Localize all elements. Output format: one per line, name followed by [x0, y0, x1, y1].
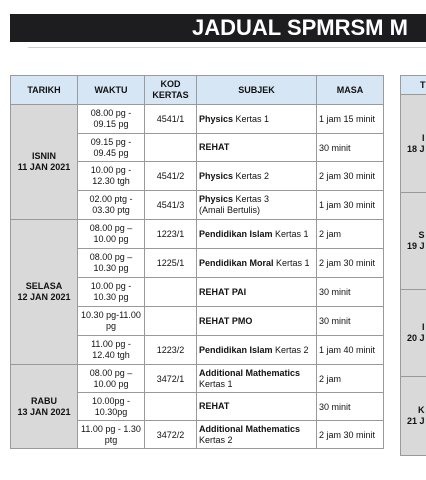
time-cell: 10.00pg - 10.30pg	[78, 393, 145, 421]
duration-cell: 2 jam	[317, 220, 384, 249]
subject-cell	[197, 249, 317, 278]
subject-cell	[197, 278, 317, 307]
day-name: SELASA	[25, 281, 63, 291]
day-date: 11 JAN 2021	[17, 162, 71, 172]
side-day-date: 20 J	[406, 333, 425, 343]
paper-code-cell: 3472/1	[145, 365, 197, 393]
subject-name: Additional Mathematics	[199, 423, 301, 434]
table-header-row	[11, 76, 384, 105]
table-row	[11, 105, 384, 134]
duration-cell: 1 jam 40 minit	[317, 336, 384, 365]
side-day-cell	[401, 290, 426, 377]
subject-name: Pendidikan Moral	[199, 257, 274, 268]
subject-paper: Kertas 2	[233, 170, 270, 181]
exam-schedule-table	[10, 75, 384, 449]
subject-name: REHAT PAI	[199, 286, 247, 297]
paper-code-cell	[145, 393, 197, 421]
side-table-body	[401, 95, 426, 456]
subject-paper: Kertas 1	[272, 228, 309, 239]
subject-name: Additional Mathematics	[199, 367, 301, 378]
side-day-date: 19 J	[406, 241, 425, 251]
subject-cell	[197, 421, 317, 449]
subject-name: REHAT	[199, 401, 230, 411]
side-day-cell	[401, 95, 426, 193]
paper-code-cell: 3472/2	[145, 421, 197, 449]
time-cell: 08.00 pg - 09.15 pg	[78, 105, 145, 134]
subject-cell	[197, 191, 317, 220]
header-waktu: WAKTU	[78, 76, 145, 105]
time-cell: 08.00 pg – 10.00 pg	[78, 220, 145, 249]
day-cell	[11, 220, 78, 365]
side-day-date: 18 J	[406, 143, 425, 154]
next-week-table	[400, 75, 426, 456]
subject-paper: Kertas 1	[233, 113, 270, 124]
side-header: T	[401, 76, 426, 95]
subject-name: REHAT	[199, 142, 230, 152]
side-day-name: S	[418, 230, 425, 240]
side-day-name: K	[418, 405, 425, 415]
header-kod-kertas	[145, 76, 197, 105]
paper-code-cell	[145, 134, 197, 162]
header-masa: MASA	[317, 76, 384, 105]
side-day-name: I	[421, 132, 425, 143]
time-cell: 10.00 pg - 10.30 pg	[78, 278, 145, 307]
subject-note: Kertas 1	[199, 378, 233, 389]
paper-code-cell: 4541/2	[145, 162, 197, 191]
divider	[28, 47, 426, 48]
paper-code-cell: 1223/1	[145, 220, 197, 249]
time-cell: 11.00 pg - 1.30 ptg	[78, 421, 145, 449]
time-cell: 10.00 pg - 12.30 tgh	[78, 162, 145, 191]
table-row	[11, 220, 384, 249]
paper-code-cell	[145, 278, 197, 307]
duration-cell: 2 jam 30 minit	[317, 249, 384, 278]
day-date: 13 JAN 2021	[17, 406, 71, 417]
side-day-row	[401, 193, 426, 290]
header-kod-line2: KERTAS	[152, 90, 189, 100]
subject-note: Kertas 2	[199, 434, 233, 445]
subject-name: Physics	[199, 113, 234, 124]
subject-cell	[197, 162, 317, 191]
header-tarikh: TARIKH	[11, 76, 78, 105]
time-cell: 10.30 pg-11.00 pg	[78, 307, 145, 336]
side-day-row	[401, 290, 426, 377]
table-body	[11, 105, 384, 449]
duration-cell: 30 minit	[317, 278, 384, 307]
subject-cell	[197, 336, 317, 365]
time-cell: 08.00 pg – 10.30 pg	[78, 249, 145, 278]
subject-cell	[197, 307, 317, 336]
subject-name: Pendidikan Islam	[199, 344, 273, 355]
subject-cell	[197, 134, 317, 162]
day-cell	[11, 105, 78, 220]
duration-cell: 2 jam	[317, 365, 384, 393]
subject-name: Pendidikan Islam	[199, 228, 273, 239]
subject-note: (Amali Bertulis)	[199, 205, 261, 215]
duration-cell: 2 jam 30 minit	[317, 421, 384, 449]
duration-cell: 30 minit	[317, 134, 384, 162]
duration-cell: 1 jam 30 minit	[317, 191, 384, 220]
time-cell: 09.15 pg - 09.45 pg	[78, 134, 145, 162]
subject-paper: Kertas 2	[272, 344, 309, 355]
side-day-cell	[401, 193, 426, 290]
paper-code-cell: 4541/3	[145, 191, 197, 220]
subject-cell	[197, 220, 317, 249]
side-day-cell	[401, 377, 426, 456]
duration-cell: 1 jam 15 minit	[317, 105, 384, 134]
duration-cell: 30 minit	[317, 307, 384, 336]
side-day-name: I	[421, 322, 425, 332]
paper-code-cell: 1223/2	[145, 336, 197, 365]
subject-name: REHAT PMO	[199, 315, 253, 326]
subject-cell	[197, 105, 317, 134]
subject-cell	[197, 365, 317, 393]
paper-code-cell	[145, 307, 197, 336]
header-kod-line1: KOD	[160, 79, 181, 89]
subject-name: Physics	[199, 170, 234, 181]
day-name: RABU	[31, 395, 57, 406]
time-cell: 11.00 pg - 12.40 tgh	[78, 336, 145, 365]
day-date: 12 JAN 2021	[17, 292, 71, 302]
day-name: ISNIN	[31, 151, 56, 161]
duration-cell: 2 jam 30 minit	[317, 162, 384, 191]
page-title: JADUAL SPMRSM M	[192, 15, 408, 40]
table-row	[11, 365, 384, 393]
time-cell: 02.00 ptg - 03.30 ptg	[78, 191, 145, 220]
subject-name: Physics	[199, 194, 234, 204]
side-day-row	[401, 377, 426, 456]
side-day-date: 21 J	[406, 416, 425, 426]
subject-paper: Kertas 3	[233, 194, 270, 204]
subject-paper: Kertas 1	[273, 257, 310, 268]
time-cell: 08.00 pg – 10.00 pg	[78, 365, 145, 393]
paper-code-cell: 1225/1	[145, 249, 197, 278]
side-day-row	[401, 95, 426, 193]
header-subjek: SUBJEK	[197, 76, 317, 105]
duration-cell: 30 minit	[317, 393, 384, 421]
day-cell	[11, 365, 78, 449]
subject-cell	[197, 393, 317, 421]
paper-code-cell: 4541/1	[145, 105, 197, 134]
